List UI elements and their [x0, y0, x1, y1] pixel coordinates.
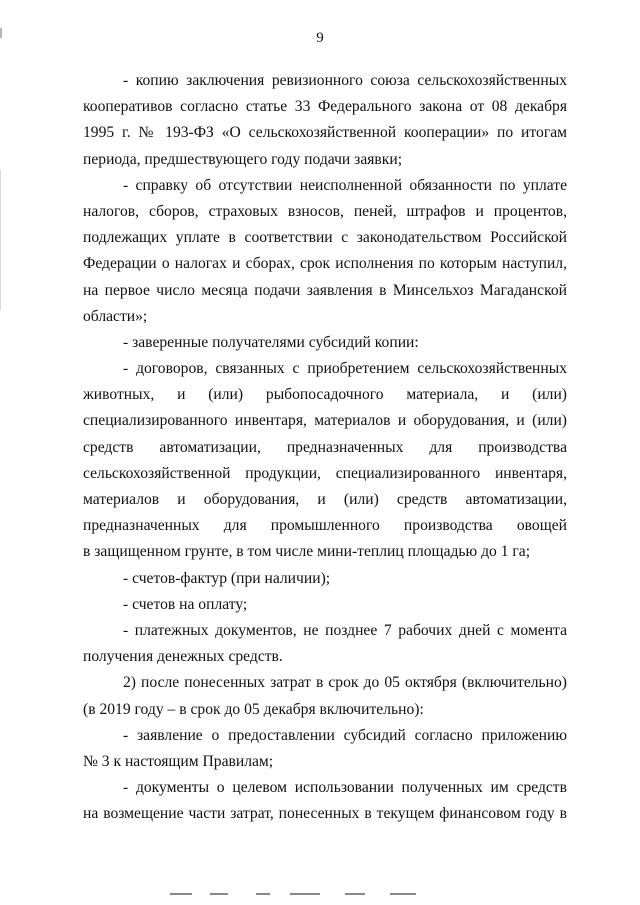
text-line: в защищенном грунте, в том числе мини-теплиц площадью до 1 га;	[83, 543, 531, 561]
text-line: подлежащих уплате в соответствии с законодательством Российской	[83, 229, 567, 247]
text-line: животных, и (или) рыбопосадочного материала, и (или)	[83, 386, 567, 404]
text-line: - копию заключения ревизионного союза сельскохозяйственных	[123, 72, 567, 89]
text-line: на возмещение части затрат, понесенных в текущем финансовом году в	[83, 805, 567, 823]
text-line: получения денежных средств.	[83, 648, 283, 666]
text-line: области»;	[83, 307, 148, 325]
text-line: 2) после понесенных затрат в срок до 05 октября (включительно)	[123, 674, 567, 692]
text-line: № 3 к настоящим Правилам;	[83, 752, 274, 770]
text-line: предназначенных для промышленного производства овощей	[83, 517, 567, 535]
text-line: - заявление о предоставлении субсидий согласно приложению	[123, 726, 567, 744]
text-line: - счетов-фактур (при наличии);	[123, 569, 331, 587]
text-line: - заверенные получателями субсидий копии:	[123, 333, 419, 351]
page-number: 9	[316, 30, 324, 46]
text-line: 1995 г. № 193-ФЗ «О сельскохозяйственной кооперации» по итогам	[83, 124, 567, 142]
text-line: - платежных документов, не позднее 7 рабочих дней с момента	[123, 621, 567, 639]
text-line: сельскохозяйственной продукции, специализированного инвентаря,	[83, 464, 567, 482]
text-line: - документы о целевом использовании полученных им средств	[123, 779, 567, 797]
scan-artifact-footer	[170, 893, 470, 897]
text-line: периода, предшествующего году подачи заявки;	[83, 150, 403, 168]
scan-artifact-edge	[0, 170, 1, 310]
text-line: на первое число месяца подачи заявления в Минсельхоз Магаданской	[83, 281, 567, 299]
text-line: (в 2019 году – в срок до 05 декабря включительно):	[83, 700, 424, 718]
text-line: - договоров, связанных с приобретением сельскохозяйственных	[123, 360, 567, 378]
text-line: средств автоматизации, предназначенных для производства	[83, 438, 567, 456]
text-line: налогов, сборов, страховых взносов, пеней, штрафов и процентов,	[83, 202, 567, 220]
text-line: Федерации о налогах и сборах, срок исполнения по которым наступил,	[83, 255, 567, 273]
text-line: кооперативов согласно статье 33 Федерального закона от 08 декабря	[83, 98, 567, 116]
text-line: - справку об отсутствии неисполненной обязанности по уплате	[123, 176, 567, 194]
document-body	[83, 68, 567, 827]
text-line: материалов и оборудования, и (или) средств автоматизации,	[83, 491, 567, 508]
text-line: - счетов на оплату;	[123, 595, 248, 613]
text-line: специализированного инвентаря, материалов и оборудования, и (или)	[83, 412, 567, 430]
